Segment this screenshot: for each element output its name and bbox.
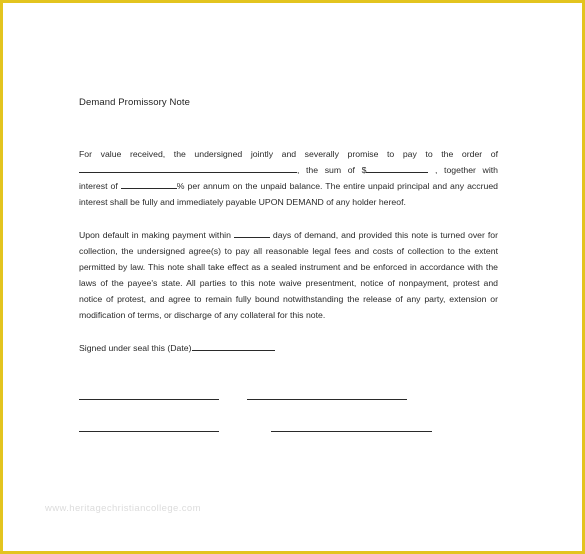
days-blank[interactable] xyxy=(234,227,270,238)
paragraph-payment-terms xyxy=(79,146,498,210)
document-title: Demand Promissory Note xyxy=(79,97,190,108)
paragraph-default-terms xyxy=(79,227,498,323)
amount-blank[interactable] xyxy=(366,162,428,173)
payment-terms-text-2: , the sum of $ xyxy=(297,165,367,175)
default-terms-text-1: Upon default in making payment within xyxy=(79,230,231,240)
payment-terms-text-1: For value received, the undersigned jointly and severally promise to pay to the order of xyxy=(79,149,498,159)
date-blank[interactable] xyxy=(192,340,275,351)
watermark: www.heritagechristiancollege.com xyxy=(45,503,201,514)
signed-date-line xyxy=(79,340,275,356)
witness-line-1[interactable] xyxy=(247,399,407,400)
payment-terms-text-3: , together with interest of xyxy=(79,165,498,191)
signed-label: Signed under seal this (Date) xyxy=(79,343,192,353)
interest-rate-blank[interactable] xyxy=(121,178,177,189)
default-terms-text-2: days of demand, and provided this note is turned over for collection, the undersigned agree(s) to pay all reasonable legal fees and costs of collection to the extent permitted by law. This note shall take effect as a sealed instrument and be enforced in accordance with the laws of the payee's state. All parties to this note waive presentment, notice of nonpayment, protest and notice of protest, and agree to remain fully bound notwithstanding the release of any party, extension or modification of terms, or discharge of any collateral for this note. xyxy=(79,230,498,320)
payee-name-blank[interactable] xyxy=(79,162,297,173)
witness-line-2[interactable] xyxy=(271,431,432,432)
payment-terms-text-4: % per annum on the unpaid balance. The entire unpaid principal and any accrued interest shall be fully and immediately payable UPON DEMAND of any holder hereof. xyxy=(79,181,498,207)
signature-line-2[interactable] xyxy=(79,431,219,432)
signature-line-1[interactable] xyxy=(79,399,219,400)
